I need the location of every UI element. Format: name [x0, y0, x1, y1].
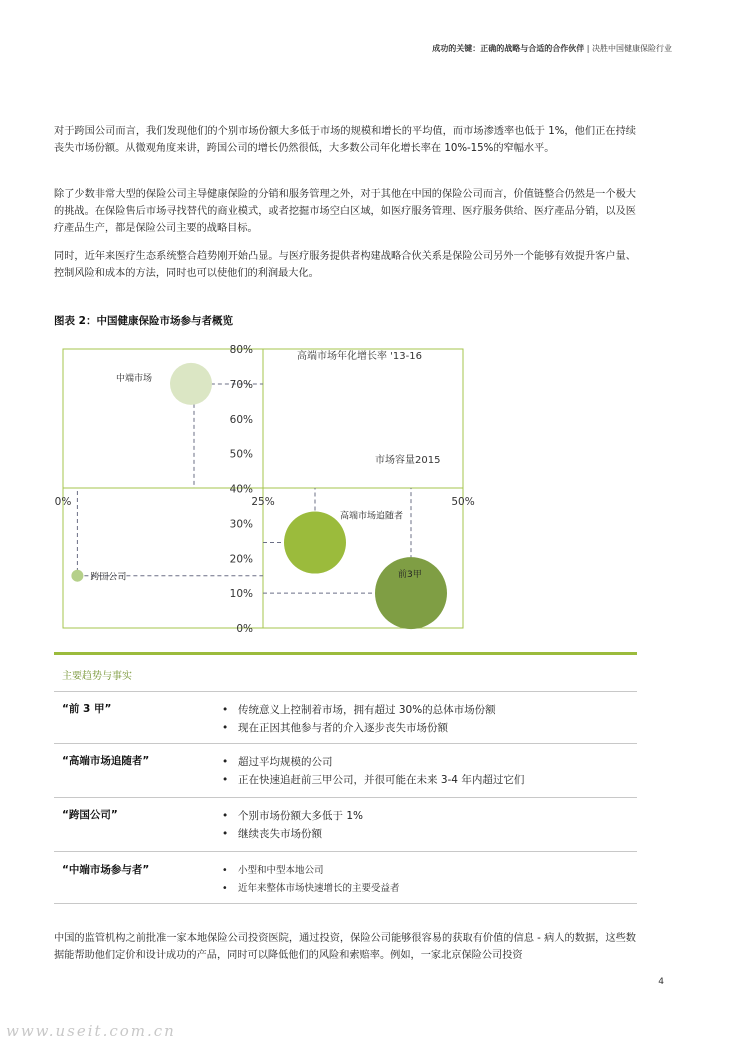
bullet-icon: •	[222, 722, 229, 734]
series-label: 跨国公司	[90, 572, 127, 583]
bullet-item	[222, 862, 637, 880]
trends-table	[54, 652, 637, 904]
bubble-top3	[375, 557, 447, 629]
header-separator: |	[584, 44, 592, 53]
bullet-item	[222, 825, 637, 843]
x-axis-title: 市场容量2015	[375, 455, 441, 466]
bubble-followers	[284, 512, 346, 574]
table-row	[54, 692, 637, 744]
page-number: 4	[658, 977, 664, 987]
paragraph-2: 除了少数非常大型的保险公司主导健康保险的分销和服务管理之外，对于其他在中国的保险公司而言，价值链整合仍然是一个极大的挑战。在保险售后市场寻找替代的商业模式，或者挖掘市场空白区域，如医疗服务管理、医疗服务供给、医疗產品分销，以及医疗產品生产，都是保险公司主要的战略目标。	[54, 189, 636, 234]
bullet-text: 小型和中型本地公司	[238, 865, 324, 876]
row-bullets	[222, 862, 637, 903]
bullet-icon: •	[222, 704, 229, 716]
header-title: 成功的关键：正确的战略与合适的合作伙伴	[432, 44, 585, 53]
paragraph-1: 对于跨国公司而言，我们发现他们的个别市场份额大多低于市场的规模和增长的平均值，而市场渗透率也低于 1%，他们正在持续丧失市场份额。从微观角度来讲，跨国公司的增长仍然很低，大多数公司年化增长率在 10%-15%的窄幅水平。	[54, 126, 636, 154]
bullet-text: 传统意义上控制着市场，拥有超过 30%的总体市场份额	[238, 704, 496, 716]
row-label: “高端市场追随者”	[62, 755, 150, 767]
y-tick-label: 50%	[229, 448, 253, 461]
bullet-text: 个别市场份额大多低于 1%	[238, 810, 363, 822]
bubble-mnc	[71, 570, 83, 582]
y-tick-label: 30%	[229, 518, 253, 531]
bullet-icon: •	[222, 774, 229, 786]
table-row	[54, 852, 637, 904]
bullet-text: 现在正因其他参与者的介入逐步丧失市场份额	[238, 722, 448, 734]
y-tick-label: 0%	[236, 623, 253, 635]
row-bullets	[222, 807, 637, 851]
bullet-icon: •	[222, 883, 228, 894]
y-tick-label: 20%	[229, 553, 253, 566]
bullet-item	[222, 880, 637, 898]
paragraph-3: 同时，近年来医疗生态系统整合趋势刚开始凸显。与医疗服务提供者构建战略合伙关系是保险公司另外一个能够有效提升客户量、控制风险和成本的方法，同时也可以使他们的利润最大化。	[54, 251, 636, 279]
bottom-paragraph: 中国的监管机构之前批准一家本地保险公司投资医院，通过投资，保险公司能够很容易的获取有价值的信息 - 病人的数据，这些数据能帮助他们定价和设计成功的产品，同时可以降低他们的风险和索赔率。例如，一家北京保险公司投资	[54, 933, 636, 961]
y-tick-label: 40%	[229, 483, 253, 496]
bullet-text: 正在快速追赶前三甲公司，并很可能在未来 3-4 年内超过它们	[238, 774, 525, 786]
table-row	[54, 798, 637, 852]
bullet-item	[222, 753, 637, 771]
y-tick-label: 70%	[229, 378, 253, 391]
row-bullets	[222, 753, 637, 797]
bullet-item	[222, 771, 637, 789]
y-axis-title: 高端市场年化增长率 '13-16	[297, 351, 422, 362]
row-label: “前 3 甲”	[62, 703, 112, 715]
bullet-text: 继续丧失市场份额	[238, 828, 322, 840]
bullet-item	[222, 719, 637, 737]
bullet-item	[222, 701, 637, 719]
row-label: “中端市场参与者”	[62, 864, 150, 876]
x-tick-label: 50%	[451, 496, 475, 508]
series-label: 中端市场	[116, 373, 153, 384]
bullet-text: 近年来整体市场快速增长的主要受益者	[238, 883, 400, 894]
row-bullets	[222, 701, 637, 743]
bullet-icon: •	[222, 828, 229, 840]
y-tick-label: 10%	[229, 588, 253, 601]
x-tick-label: 0%	[54, 496, 72, 508]
bullet-icon: •	[222, 810, 229, 822]
watermark: www.useit.com.cn	[6, 1022, 176, 1040]
bubble-mid-market	[170, 363, 212, 405]
bullet-item	[222, 807, 637, 825]
bullet-icon: •	[222, 756, 229, 768]
row-label: “跨国公司”	[62, 809, 118, 821]
series-label: 高端市场追随者	[340, 511, 404, 522]
header-subtitle: 决胜中国健康保险行业	[592, 44, 672, 53]
series-label: 前3甲	[398, 570, 422, 581]
bullet-icon: •	[222, 865, 228, 876]
figure-title: 图表 2：中国健康保险市场参与者概览	[54, 315, 233, 327]
bullet-text: 超过平均规模的公司	[238, 756, 333, 768]
table-heading: 主要趋势与事实	[54, 655, 637, 692]
x-tick-label: 25%	[251, 496, 275, 508]
table-row	[54, 744, 637, 798]
y-tick-label: 60%	[229, 413, 253, 426]
y-tick-label: 80%	[229, 344, 253, 356]
